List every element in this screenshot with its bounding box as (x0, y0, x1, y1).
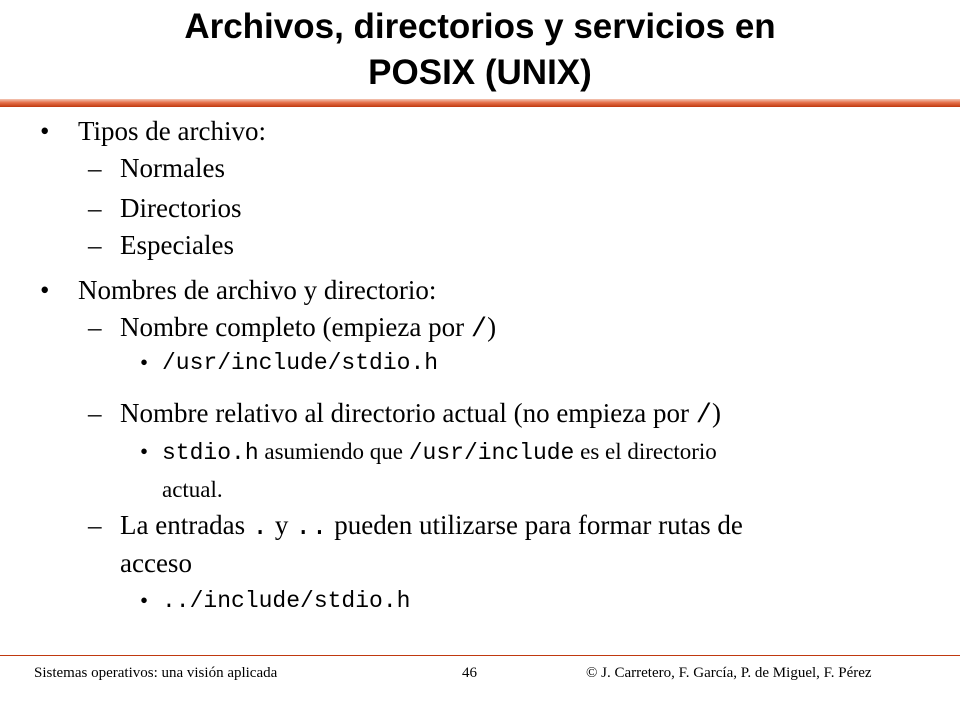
relative-example-code2: /usr/include (408, 440, 575, 466)
slide-title (0, 4, 960, 96)
relative-example-text1: asumiendo que (258, 439, 409, 464)
full-name-prefix: Nombre completo (empieza por (120, 312, 471, 342)
bullet-dot: • (40, 116, 50, 146)
slide-title-line2: POSIX (UNIX) (368, 53, 592, 92)
dot-entries-suffix: pueden utilizarse para formar rutas de (327, 510, 743, 540)
bullet-dot: • (140, 350, 149, 375)
dash-mark: – (88, 193, 102, 223)
dot-entries-line2: acceso (120, 548, 192, 578)
bullet-dot: • (140, 588, 149, 613)
dot-entries-code2: .. (295, 513, 328, 543)
title-divider (0, 99, 960, 107)
example-dot-path-text: ../include/stdio.h (162, 588, 411, 614)
relative-name-suffix: ) (711, 398, 721, 428)
sub-item-full-name-text (120, 310, 496, 347)
dash-mark: – (88, 510, 102, 540)
relative-name-prefix: Nombre relativo al directorio actual (no empieza por (120, 398, 696, 428)
relative-name-code: / (695, 401, 712, 431)
dot-entries-prefix: La entradas (120, 510, 252, 540)
footer-page-number: 46 (462, 665, 477, 681)
dash-mark: – (88, 312, 102, 342)
sub-item-directorios-text: Directorios (120, 193, 242, 223)
sub-item-especiales-text: Especiales (120, 230, 234, 260)
relative-example-code1: stdio.h (162, 440, 259, 466)
sub-item-normales-text: Normales (120, 153, 225, 183)
dash-mark: – (88, 230, 102, 260)
example-relative-path-text3: actual. (162, 477, 223, 502)
bullet-names-text: Nombres de archivo y directorio: (78, 275, 437, 305)
sub-item-relative-name-text (120, 396, 721, 433)
footer-authors: © J. Carretero, F. García, P. de Miguel, F. Pérez (586, 665, 872, 681)
bullet-dot: • (40, 275, 50, 305)
full-name-suffix: ) (487, 312, 497, 342)
footer-book-title: Sistemas operativos: una visión aplicada (34, 665, 278, 681)
bullet-file-types-text: Tipos de archivo: (78, 116, 266, 146)
dash-mark: – (88, 153, 102, 183)
dot-entries-mid: y (268, 510, 296, 540)
slide-title-line1: Archivos, directorios y servicios en (184, 7, 776, 46)
footer-divider (0, 655, 960, 656)
dash-mark: – (88, 398, 102, 428)
dot-entries-code1: . (251, 513, 269, 543)
sub-item-dot-entries-text (120, 508, 743, 545)
relative-example-text2: es el directorio (574, 439, 717, 464)
example-relative-path-text (162, 437, 717, 468)
full-name-code: / (470, 315, 488, 345)
example-full-path-text: /usr/include/stdio.h (162, 350, 439, 376)
bullet-dot: • (140, 439, 149, 464)
